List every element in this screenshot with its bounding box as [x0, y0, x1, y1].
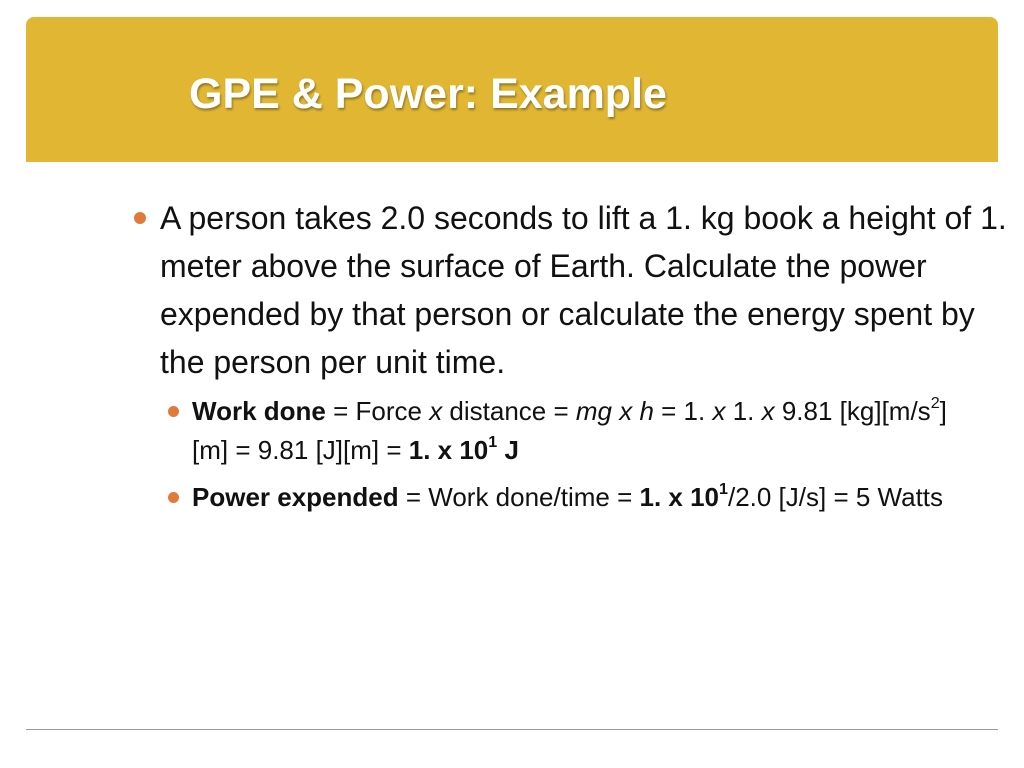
- work-x-3: x: [761, 396, 775, 426]
- power-sup: 1: [719, 479, 728, 498]
- work-unit: J: [497, 435, 519, 465]
- bullet-dot-icon: [168, 492, 179, 503]
- bullet-dot-icon: [168, 406, 179, 417]
- work-sup-1: 2: [930, 393, 940, 412]
- work-text-5: 9.81 [kg][m/s: [774, 396, 931, 426]
- sub-bullet-work: [166, 392, 972, 470]
- work-text-2: distance =: [442, 396, 576, 426]
- main-bullet-text: A person takes 2.0 seconds to lift a 1. kg book a height of 1. meter above the surface of Earth. Calculate the power expended by that person or calculate the energy spent by the person per unit time.: [160, 200, 1007, 380]
- power-result: 1. x 10: [639, 482, 719, 512]
- work-x-2: x: [712, 396, 726, 426]
- work-text-3: = 1.: [653, 396, 713, 426]
- main-bullet: [132, 194, 1012, 386]
- work-text-1: = Force: [325, 396, 430, 426]
- work-mgxh: mg x h: [575, 396, 654, 426]
- power-text-1: = Work done/time =: [398, 482, 640, 512]
- work-sup-2: 1: [488, 432, 498, 451]
- work-label: Work done: [192, 396, 326, 426]
- work-result: 1. x 10: [408, 435, 489, 465]
- power-label: Power expended: [192, 482, 399, 512]
- slide-content: [132, 194, 1012, 525]
- slide-title: GPE & Power: Example: [189, 70, 667, 118]
- sub-bullet-power: [166, 478, 972, 517]
- work-text-6: ][m] = 9.81 [J][m] =: [192, 396, 947, 465]
- sub-bullet-list: [132, 392, 1012, 517]
- work-x-1: x: [429, 396, 443, 426]
- bottom-divider: [26, 729, 998, 730]
- bullet-dot-icon: [134, 212, 146, 224]
- power-text-2: /2.0 [J/s] = 5 Watts: [727, 482, 944, 512]
- work-text-4: 1.: [725, 396, 762, 426]
